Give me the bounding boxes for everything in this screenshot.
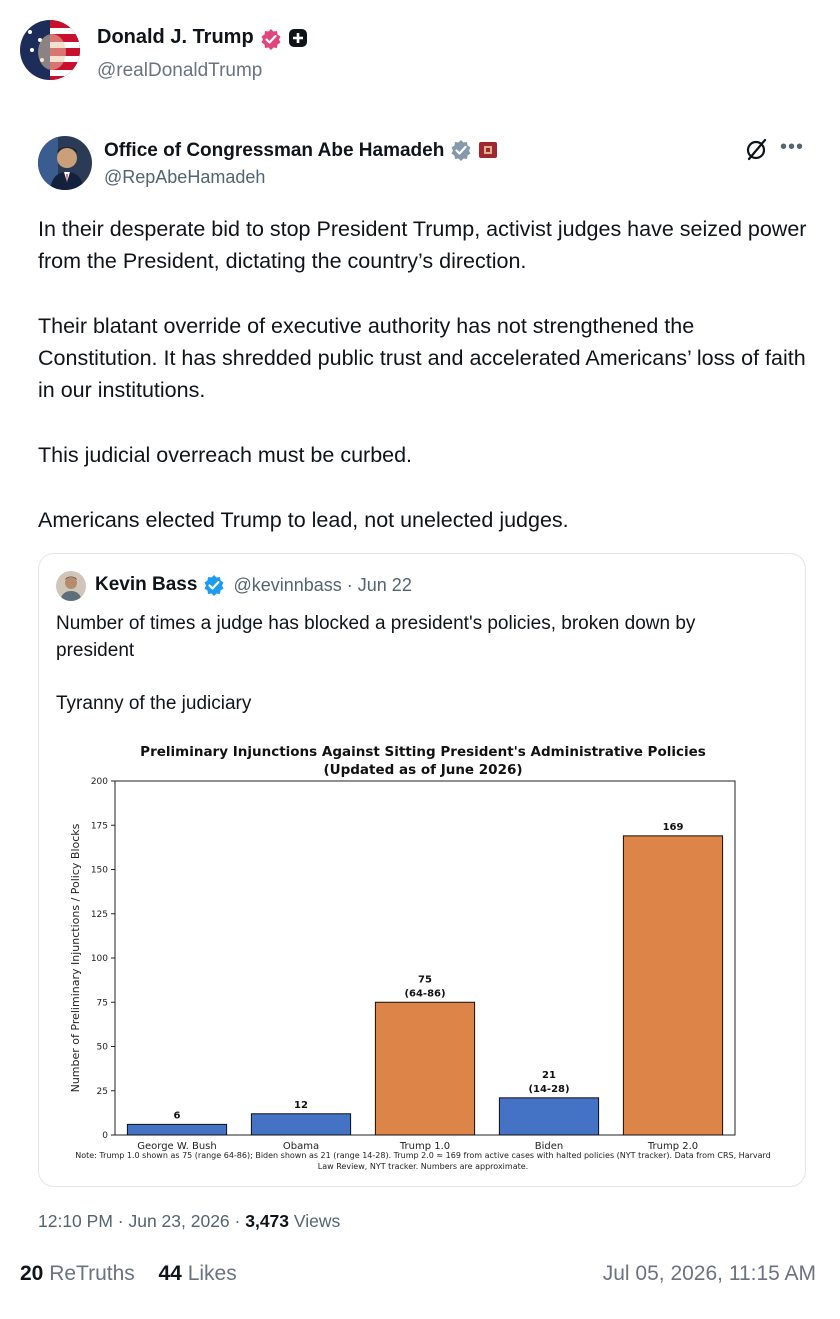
author-handle[interactable]: @realDonaldTrump	[97, 60, 263, 81]
post-paragraph: Their blatant override of executive authority has not strengthened the Constitution. It has shredded public trust and accelerated Americans’ loss of faith in our institutions.	[38, 314, 806, 402]
quoted-author-handle: @kevinnbass	[233, 575, 342, 595]
y-tick-label: 150	[90, 865, 108, 876]
x-tick-label: Trump 2.0	[647, 1141, 699, 1152]
quoted-text-line: Tyranny of the judiciary	[56, 693, 252, 714]
quoted-text	[56, 610, 776, 743]
x-tick-label: George W. Bush	[137, 1141, 217, 1152]
truth-header	[20, 20, 820, 82]
y-tick-label: 75	[96, 998, 108, 1009]
post-paragraph: This judicial overreach must be curbed.	[38, 443, 413, 467]
verified-badge-icon	[450, 139, 472, 161]
quoted-post-card[interactable]	[38, 553, 806, 1187]
post-date: Jul 05, 2026, 11:15 AM	[602, 1262, 816, 1285]
bar-value-label: 75	[418, 974, 432, 986]
x-tick-label: Trump 1.0	[399, 1141, 451, 1152]
timestamp-date: Jun 23, 2026	[128, 1211, 230, 1231]
embedded-author-handle[interactable]: @RepAbeHamadeh	[104, 167, 266, 187]
bar-range-label: (14-28)	[528, 1083, 570, 1095]
chart-subtitle: (Updated as of June 2026)	[323, 762, 523, 778]
bar-range-label: (64-86)	[404, 988, 446, 1000]
y-tick-label: 25	[96, 1086, 108, 1097]
likes-stat[interactable]	[158, 1262, 236, 1285]
x-tick-label: Obama	[282, 1141, 320, 1152]
bar-obama	[251, 1114, 350, 1135]
views-label: Views	[293, 1211, 341, 1231]
chart-image[interactable]	[39, 734, 806, 1187]
bar-value-label: 12	[294, 1099, 308, 1111]
bar-trump-1-0	[375, 1002, 474, 1135]
views-count: 3,473	[245, 1211, 290, 1231]
truth-footer	[20, 1262, 820, 1292]
bar-george-w-bush	[127, 1124, 226, 1135]
quoted-text-line: Number of times a judge has blocked a president's policies, broken down by president	[56, 613, 696, 661]
y-tick-label: 125	[90, 909, 108, 920]
chart-note: Note: Trump 1.0 shown as 75 (range 64-86); Biden shown as 21 (range 14-28). Trump 2.0 ≈ 169 from active cases with halted policies (NYT tracker). Data from CRS, Harvard	[75, 1151, 771, 1160]
post-paragraph: Americans elected Trump to lead, not unelected judges.	[38, 508, 569, 532]
chart-note: Law Review, NYT tracker. Numbers are approximate.	[317, 1162, 529, 1171]
likes-label: Likes	[187, 1262, 237, 1285]
verified-badge-icon	[203, 574, 225, 596]
x-tick-label: Biden	[534, 1141, 564, 1152]
retruths-stat[interactable]	[20, 1262, 135, 1285]
bar-chart	[39, 734, 806, 1187]
post-paragraph: In their desperate bid to stop President Trump, activist judges have seized power from the President, dictating the country’s direction.	[38, 217, 807, 273]
bar-trump-2-0	[623, 836, 722, 1135]
y-tick-label: 200	[90, 777, 108, 787]
quoted-avatar[interactable]	[56, 571, 86, 601]
y-tick-label: 100	[90, 954, 108, 964]
government-flag-icon	[478, 141, 498, 159]
quoted-handle-date[interactable]: @kevinnbass · Jun 22	[233, 575, 412, 595]
plus-badge-icon	[288, 28, 308, 48]
y-tick-label: 0	[102, 1131, 108, 1141]
retruths-label: ReTruths	[49, 1262, 135, 1285]
avatar[interactable]	[20, 20, 80, 80]
quoted-date: Jun 22	[357, 575, 412, 595]
bar-value-label: 21	[542, 1069, 556, 1081]
likes-count: 44	[158, 1262, 182, 1285]
bar-value-label: 6	[173, 1110, 181, 1122]
embedded-avatar[interactable]	[38, 136, 92, 190]
author-name[interactable]: Donald J. Trump	[97, 26, 254, 48]
timestamp-time: 12:10 PM	[38, 1211, 113, 1231]
y-tick-label: 175	[90, 821, 108, 832]
chart-title: Preliminary Injunctions Against Sitting President's Administrative Policies	[140, 744, 706, 760]
more-options-icon[interactable]: •••	[780, 136, 805, 158]
bar-value-label: 169	[662, 821, 684, 833]
retruths-count: 20	[20, 1262, 44, 1285]
y-axis-label: Number of Preliminary Injunctions / Policy Blocks	[69, 823, 82, 1093]
post-timestamp[interactable]: 12:10 PM · Jun 23, 2026 · 3,473 Views	[38, 1211, 341, 1231]
post-body	[38, 213, 808, 536]
embedded-author-name[interactable]: Office of Congressman Abe Hamadeh	[104, 140, 445, 161]
y-tick-label: 50	[96, 1042, 108, 1053]
bar-biden	[499, 1098, 598, 1135]
quoted-author-name[interactable]: Kevin Bass	[95, 574, 198, 595]
grok-icon[interactable]	[744, 136, 770, 162]
verified-badge-icon	[260, 28, 282, 50]
